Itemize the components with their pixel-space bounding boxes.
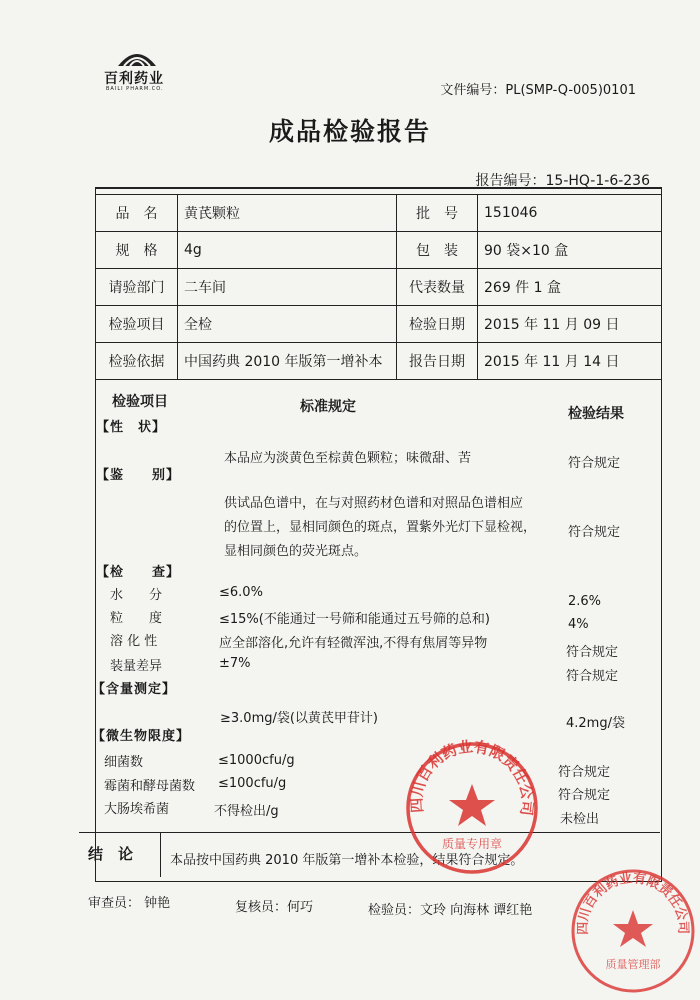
package-value: 90 袋×10 盒 (478, 232, 662, 269)
micro-item-result: 符合规定 (558, 765, 611, 780)
check-item-name: 水 分 (110, 588, 163, 603)
left-stamp-ring-text: 四川百利药业有限责任公司 (407, 738, 537, 817)
qa-dept-stamp (568, 866, 698, 996)
company-logo (104, 46, 184, 96)
check-item-result: 4% (568, 617, 589, 632)
micro-item-name: 大肠埃希菌 (104, 802, 170, 817)
conclusion-divider (160, 832, 161, 877)
item-label: 检验项目 (96, 306, 178, 343)
micro-item-result: 符合规定 (558, 788, 611, 803)
table-row (96, 306, 662, 343)
left-stamp-center-text: 质量专用章 (441, 837, 503, 851)
micro-item-standard: 不得检出/g (214, 804, 279, 819)
quality-seal-stamp (402, 738, 542, 878)
micro-item-standard: ≤1000cfu/g (218, 753, 295, 768)
report-number: 报告编号：15-HQ-1-6-236 (475, 173, 650, 189)
reviewer-signature: 审查员： 钟艳 (88, 896, 171, 911)
batch-value: 151046 (478, 195, 662, 232)
dept-label: 请验部门 (96, 269, 178, 306)
micro-item-name: 细菌数 (104, 755, 144, 770)
dept-value: 二车间 (178, 269, 397, 306)
report-date-value: 2015 年 11 月 14 日 (478, 343, 662, 380)
section-character: 【性 状】 (96, 420, 167, 435)
spec-value: 4g (178, 232, 397, 269)
product-value: 黄芪颗粒 (178, 195, 397, 232)
date-label: 检验日期 (397, 306, 478, 343)
table-row (96, 343, 662, 380)
col-result-heading: 检验结果 (568, 406, 624, 422)
check-item-name: 粒 度 (110, 611, 163, 626)
batch-label: 批 号 (397, 195, 478, 232)
logo-chinese: 百利药业 (104, 71, 164, 87)
identify-result: 符合规定 (568, 525, 621, 540)
right-stamp-center-text: 质量管理部 (605, 958, 661, 971)
check-item-standard: 应全部溶化,允许有轻微浑浊,不得有焦屑等异物 (219, 636, 488, 651)
micro-item-result: 未检出 (560, 812, 600, 827)
micro-item-name: 霉菌和酵母菌数 (104, 779, 196, 794)
check-item-standard: ±7% (219, 656, 251, 671)
basis-label: 检验依据 (96, 343, 178, 380)
product-label: 品 名 (96, 195, 178, 232)
date-value: 2015 年 11 月 09 日 (478, 306, 662, 343)
page-title: 成品检验报告 (268, 117, 431, 146)
basis-value: 中国药典 2010 年版第一增补本 (178, 343, 397, 380)
assay-standard: ≥3.0mg/袋(以黄芪甲苷计) (220, 711, 379, 726)
seal-icon (402, 738, 542, 878)
table-row (96, 195, 662, 232)
check-item-result: 符合规定 (566, 645, 619, 660)
report-date-label: 报告日期 (397, 343, 478, 380)
logo-emblem-icon (116, 46, 158, 68)
package-label: 包 装 (397, 232, 478, 269)
qty-label: 代表数量 (397, 269, 478, 306)
check-item-result: 2.6% (568, 594, 602, 609)
section-check: 【检 查】 (96, 565, 181, 580)
identify-standard-line3: 显相同颜色的荧光斑点。 (224, 544, 368, 559)
character-standard: 本品应为淡黄色至棕黄色颗粒；味微甜、苦 (224, 451, 472, 466)
checker-signature: 复核员：何巧 (235, 900, 314, 915)
identify-standard-line1: 供试品色谱中，在与对照药材色谱和对照品色谱相应 (224, 496, 524, 511)
logo-english: BAILI PHARM.CO. (106, 86, 164, 92)
check-item-result: 符合规定 (566, 669, 619, 684)
check-item-name: 溶 化 性 (110, 634, 158, 649)
section-micro: 【微生物限度】 (92, 729, 191, 744)
table-row (96, 232, 662, 269)
inspector-signature: 检验员：文玲 向海林 谭红艳 (368, 903, 533, 918)
check-item-standard: ≤15%(不能通过一号筛和能通过五号筛的总和) (219, 612, 490, 627)
seal-icon (568, 866, 698, 996)
table-row (96, 269, 662, 306)
conclusion-text: 本品按中国药典 2010 年版第一增补本检验，结果符合规定。 (170, 853, 524, 868)
document-number: 文件编号：PL(SMP-Q-005)0101 (440, 83, 636, 98)
check-item-name: 装量差异 (110, 659, 163, 674)
col-item-heading: 检验项目 (112, 394, 168, 410)
spec-label: 规 格 (96, 232, 178, 269)
item-value: 全检 (178, 306, 397, 343)
right-stamp-ring-text: 四川百利药业有限责任公司 (575, 871, 691, 935)
conclusion-label: 结 论 (88, 845, 134, 863)
micro-item-standard: ≤100cfu/g (218, 776, 287, 791)
section-identify: 【鉴 别】 (96, 468, 181, 483)
qty-value: 269 件 1 盒 (478, 269, 662, 306)
section-assay: 【含量测定】 (92, 682, 177, 697)
col-standard-heading: 标准规定 (300, 399, 356, 415)
assay-result: 4.2mg/袋 (566, 716, 625, 731)
identify-standard-line2: 的位置上，显相同颜色的斑点，置紫外光灯下显检视， (224, 520, 537, 535)
header-table (95, 194, 662, 380)
character-result: 符合规定 (568, 456, 621, 471)
check-item-standard: ≤6.0% (219, 585, 263, 600)
